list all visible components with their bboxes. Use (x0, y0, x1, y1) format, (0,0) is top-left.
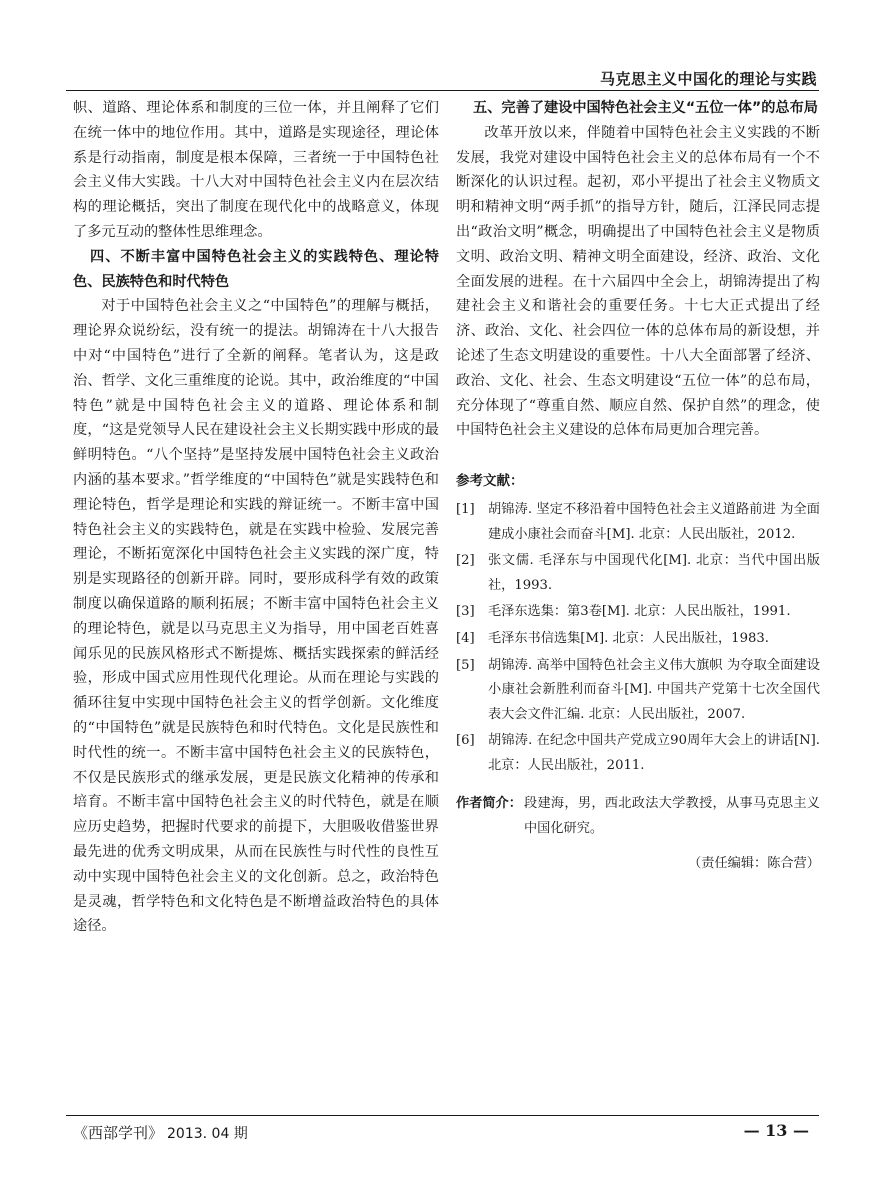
reference-item (456, 600, 820, 625)
author-bio (456, 792, 820, 841)
reference-item (456, 654, 820, 728)
running-head: 马克思主义中国化的理论与实践 (599, 70, 817, 88)
reference-item (456, 498, 820, 547)
reference-number: [3] (456, 604, 475, 620)
journal-name: 《西部学刊》 (73, 1124, 164, 1142)
body-paragraph-4: 对于中国特色社会主义之“中国特色”的理解与概括，理论界众说纷纭，没有统一的提法。胡锦涛在十八大报告中对“中国特色”进行了全新的阐释。笔者认为，这是政治、哲学、文化三重维度的论说。其中，政治维度的“中国特色”就是中国特色社会主义的道路、理论体系和制度，“这是党领导人民在建设社会主义长期实践中形成的最鲜明特色。“八个坚持”是坚持发展中国特色社会主义政治内涵的基本要求。”哲学维度的“中国特色”就是实践特色和理论特色，哲学是理论和实践的辩证统一。不断丰富中国特色社会主义的实践特色，就是在实践中检验、发展完善理论，不断拓宽深化中国特色社会主义实践的深广度，特别是实现路径的创新开辟。同时，要形成科学有效的政策制度以确保道路的顺利拓展；不断丰富中国特色社会主义的理论特色，就是以马克思主义为指导，用中国老百姓喜闻乐见的民族风格形式不断提炼、概括实践探索的鲜活经验，形成中国式应用性现代化理论。从而在理论与实践的循环往复中实现中国特色社会主义的哲学创新。文化维度的“中国特色”就是民族特色和时代特色。文化是民族性和时代性的统一。不断丰富中国特色社会主义的民族特色，不仅是民族形式的继承发展，更是民族文化精神的传承和培育。不断丰富中国特色社会主义的时代特色，就是在顺应历史趋势，把握时代要求的前提下，大胆吸收借鉴世界最先进的优秀文明成果，从而在民族性与时代性的良性互动中实现中国特色社会主义的文化创新。总之，政治特色是灵魂，哲学特色和文化特色是不断增益政治特色的具体途径。 (73, 298, 439, 935)
reference-text: 胡锦涛. 在纪念中国共产党成立90周年大会上的讲话[N]. 北京：人民出版社，2011. (488, 733, 820, 773)
reference-number: [5] (456, 657, 475, 673)
section-heading-4: 四、不断丰富中国特色社会主义的实践特色、理论特色、民族特色和时代特色 (73, 248, 439, 290)
responsible-editor: （责任编辑：陈合营） (688, 855, 820, 871)
footer-rule (66, 1115, 819, 1116)
footer-journal (73, 1122, 248, 1143)
reference-number: [2] (456, 553, 475, 569)
section-heading-5: 五、完善了建设中国特色社会主义“五位一体”的总布局 (473, 100, 818, 116)
reference-number: [4] (456, 630, 475, 646)
reference-text: 张文儒. 毛泽东与中国现代化[M]. 北京：当代中国出版社，1993. (488, 553, 820, 593)
body-paragraph-continued: 帜、道路、理论体系和制度的三位一体，并且阐释了它们在统一体中的地位作用。其中，道路是实现途径，理论体系是行动指南，制度是根本保障，三者统一于中国特色社会主义伟大实践。十八大对中国特色社会主义内在层次结构的理论概括，突出了制度在现代化中的战略意义，体现了多元互动的整体性思维理念。 (73, 100, 439, 240)
reference-item (456, 729, 820, 778)
reference-number: [6] (456, 733, 475, 749)
reference-text: 胡锦涛. 高举中国特色社会主义伟大旗帜 为夺取全面建设小康社会新胜利而奋斗[M]. 中国共产党第十七次全国代表大会文件汇编. 北京：人民出版社，2007. (488, 657, 820, 722)
header-rule (66, 90, 819, 91)
reference-number: [1] (456, 501, 475, 517)
issue-number: 2013. 04 期 (167, 1126, 248, 1142)
reference-item (456, 627, 820, 652)
reference-text: 毛泽东选集：第3卷[M]. 北京：人民出版社，1991. (488, 604, 791, 620)
reference-list (456, 498, 820, 779)
author-bio-label: 作者简介： (456, 796, 522, 812)
right-column (456, 96, 820, 876)
page-number: — 13 — (743, 1121, 809, 1140)
references-title: 参考文献： (456, 473, 524, 490)
reference-item (456, 549, 820, 598)
reference-text: 胡锦涛. 坚定不移沿着中国特色社会主义道路前进 为全面建成小康社会而奋斗[M]. 北京：人民出版社，2012. (488, 501, 820, 542)
reference-text: 毛泽东书信选集[M]. 北京：人民出版社，1983. (488, 630, 769, 646)
author-bio-text: 段建海，男，西北政法大学教授，从事马克思主义中国化研究。 (524, 796, 820, 837)
body-paragraph-5: 改革开放以来，伴随着中国特色社会主义实践的不断发展，我党对建设中国特色社会主义的总体布局有一个不断深化的认识过程。起初，邓小平提出了社会主义物质文明和精神文明“两手抓”的指导方针，随后，江泽民同志提出“政治文明”概念，明确提出了中国特色社会主义是物质文明、政治文明、精神文明全面建设，经济、政治、文化全面发展的进程。在十六届四中全会上，胡锦涛提出了构建社会主义和谐社会的重要任务。十七大正式提出了经济、政治、文化、社会四位一体的总体布局的新设想，并论述了生态文明建设的重要性。十八大全面部署了经济、政治、文化、社会、生态文明建设“五位一体”的总布局，充分体现了“尊重自然、顺应自然、保护自然”的理念，使中国特色社会主义建设的总体布局更加合理完善。 (456, 124, 820, 439)
left-column (73, 96, 439, 939)
